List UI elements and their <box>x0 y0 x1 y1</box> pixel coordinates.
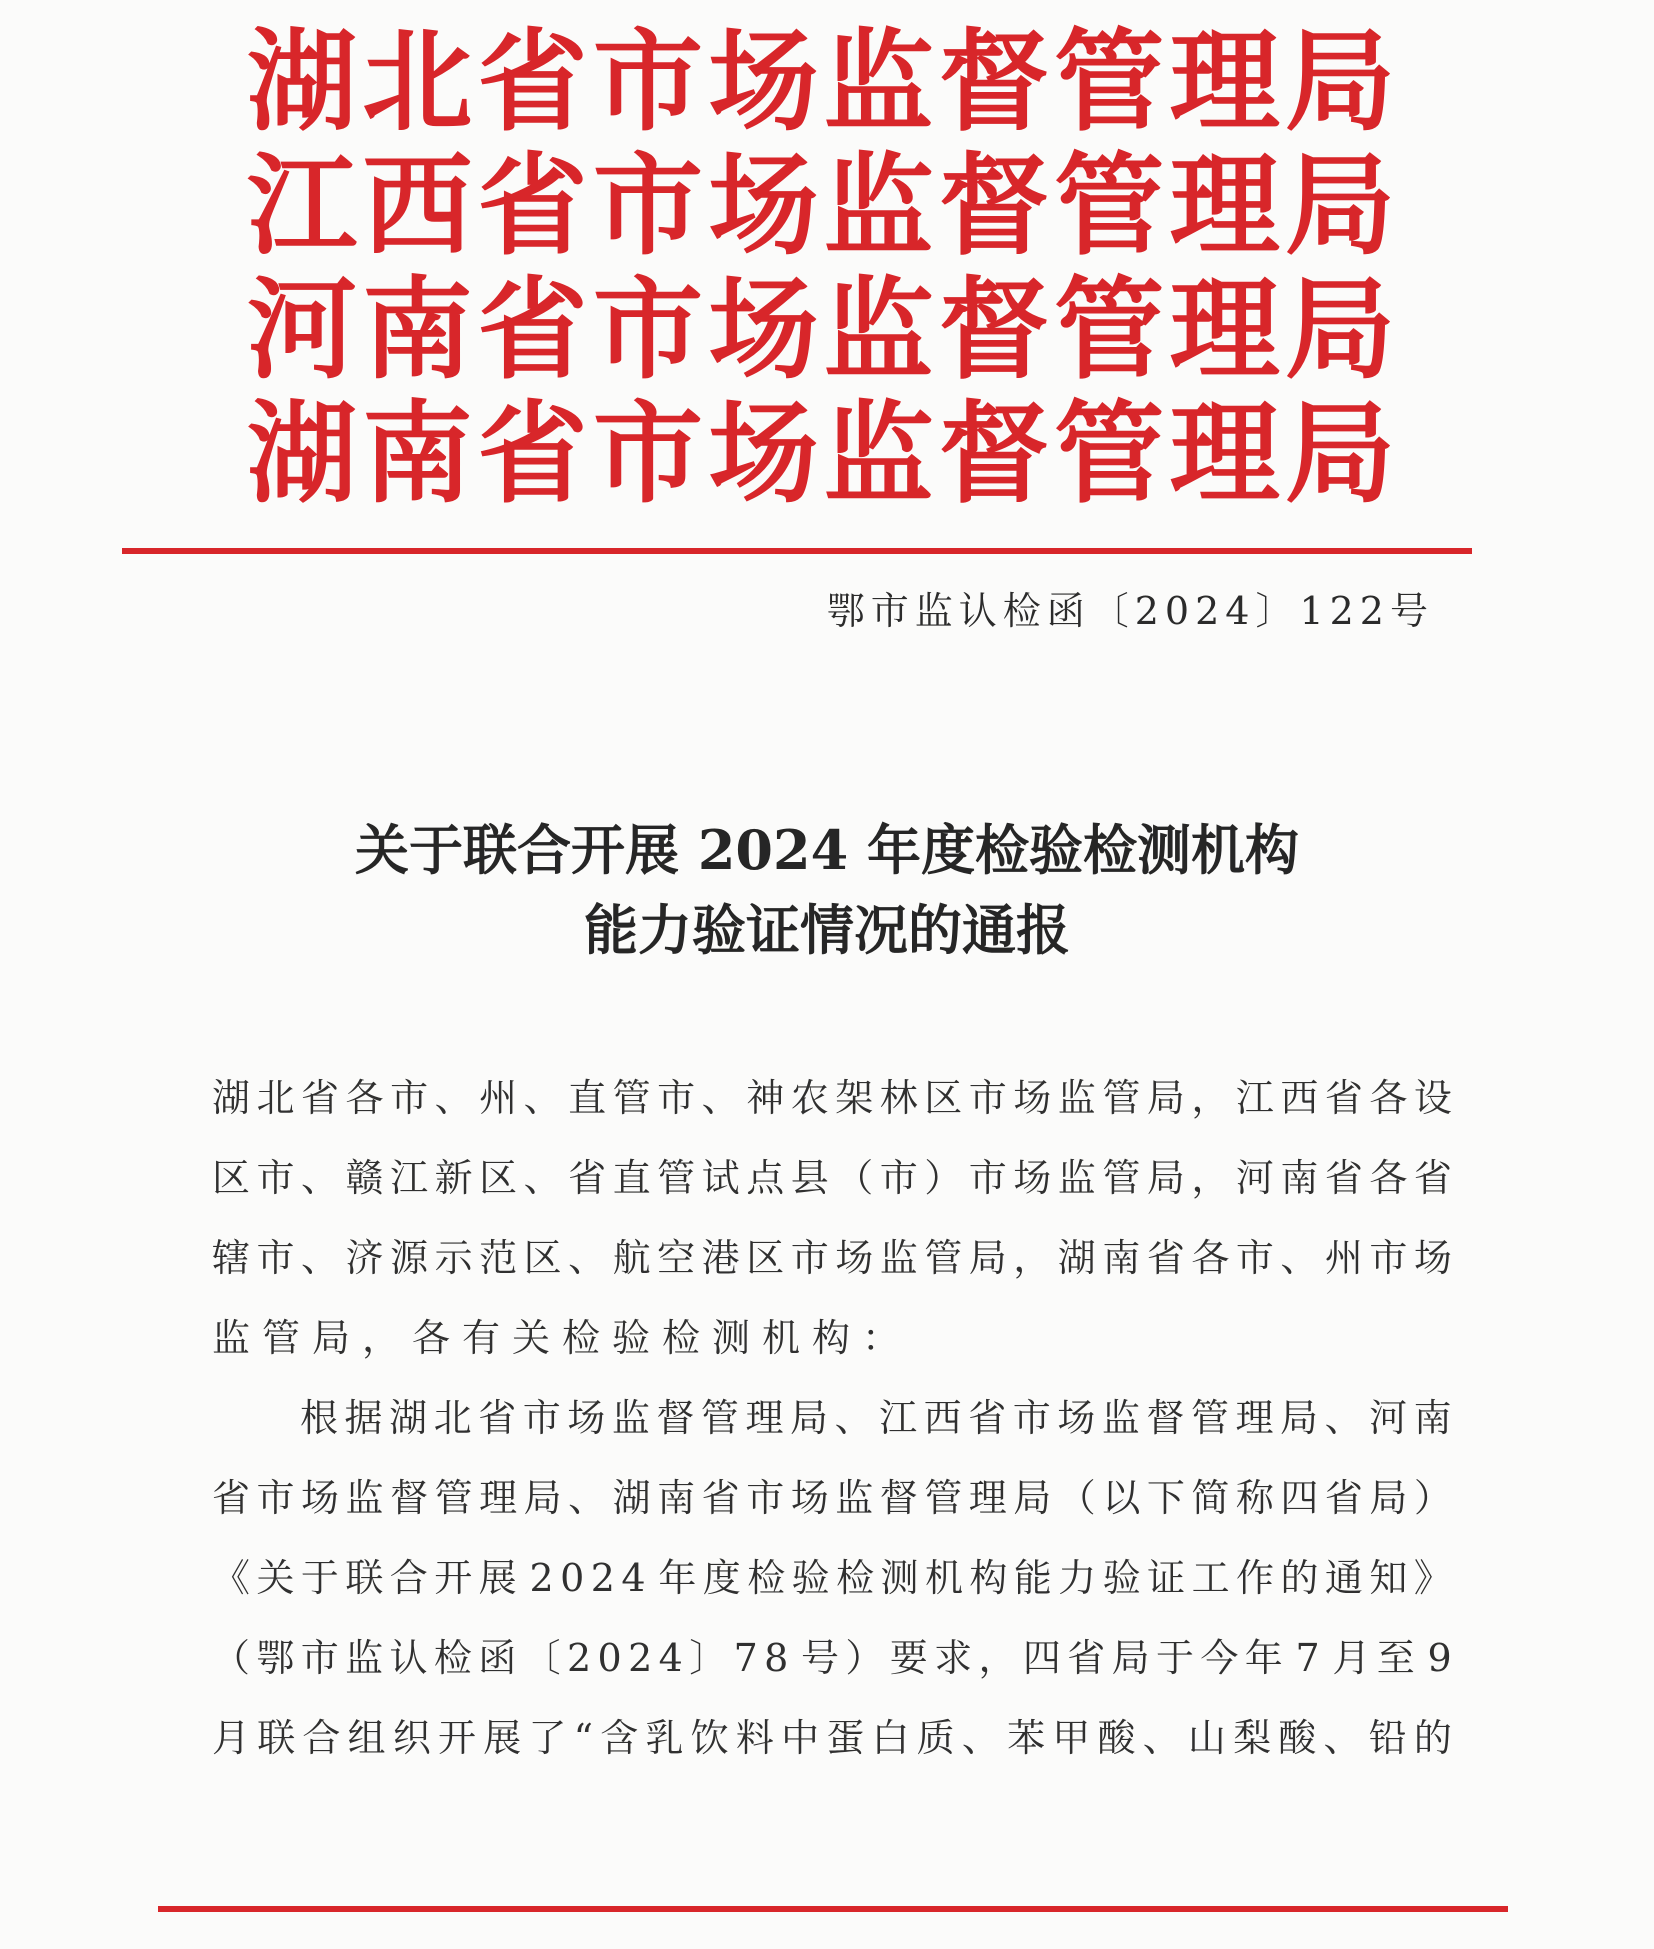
body-text <box>212 1058 1452 1778</box>
body-line: 监管局，各有关检验检测机构： <box>212 1316 913 1360</box>
document-title <box>150 810 1504 970</box>
issuer-header <box>246 17 1396 518</box>
body-line: （ 鄂 市 监 认 检 函 〔 2 0 2 4 〕 7 8 号 ） 要 求 ， 四 省 局 于 今 年 7 月 至 9 <box>212 1636 1452 1680</box>
issuer-line-jiangxi: 江 西 省 市 场 监 督 管 理 局 <box>247 141 1395 270</box>
footer-red-rule <box>158 1906 1508 1912</box>
body-line: 月 联 合 组 织 开 展 了 “ 含 乳 饮 料 中 蛋 白 质 、 苯 甲 酸 、 山 梨 酸 、 铅 的 <box>212 1716 1452 1760</box>
body-line: 《 关 于 联 合 开 展 2 0 2 4 年 度 检 验 检 测 机 构 能 力 验 证 工 作 的 通 知 》 <box>212 1556 1452 1600</box>
body-line: 辖 市 、 济 源 示 范 区 、 航 空 港 区 市 场 监 管 局 ， 湖 南 省 各 市 、 州 市 场 <box>212 1236 1452 1280</box>
issuer-line-hunan: 湖 南 省 市 场 监 督 管 理 局 <box>247 389 1395 518</box>
document-number: 鄂市监认检函〔2024〕122号 <box>826 589 1434 633</box>
title-line-2: 能力验证情况的通报 <box>584 898 1070 962</box>
body-line: 省 市 场 监 督 管 理 局 、 湖 南 省 市 场 监 督 管 理 局 （ 以 下 简 称 四 省 局 ） <box>212 1476 1452 1520</box>
body-line: 根 据 湖 北 省 市 场 监 督 管 理 局 、 江 西 省 市 场 监 督 管 理 局 、 河 南 <box>300 1396 1452 1440</box>
issuer-line-hubei: 湖 北 省 市 场 监 督 管 理 局 <box>247 17 1395 146</box>
title-line-1: 关于联合开展 2024 年度检验检测机构 <box>355 818 1299 882</box>
body-line: 湖 北 省 各 市 、 州 、 直 管 市 、 神 农 架 林 区 市 场 监 管 局 ， 江 西 省 各 设 <box>212 1076 1452 1120</box>
issuer-line-henan: 河 南 省 市 场 监 督 管 理 局 <box>247 265 1395 394</box>
body-line: 区 市 、 赣 江 新 区 、 省 直 管 试 点 县 （ 市 ） 市 场 监 管 局 ， 河 南 省 各 省 <box>212 1156 1452 1200</box>
header-red-rule <box>122 548 1472 554</box>
